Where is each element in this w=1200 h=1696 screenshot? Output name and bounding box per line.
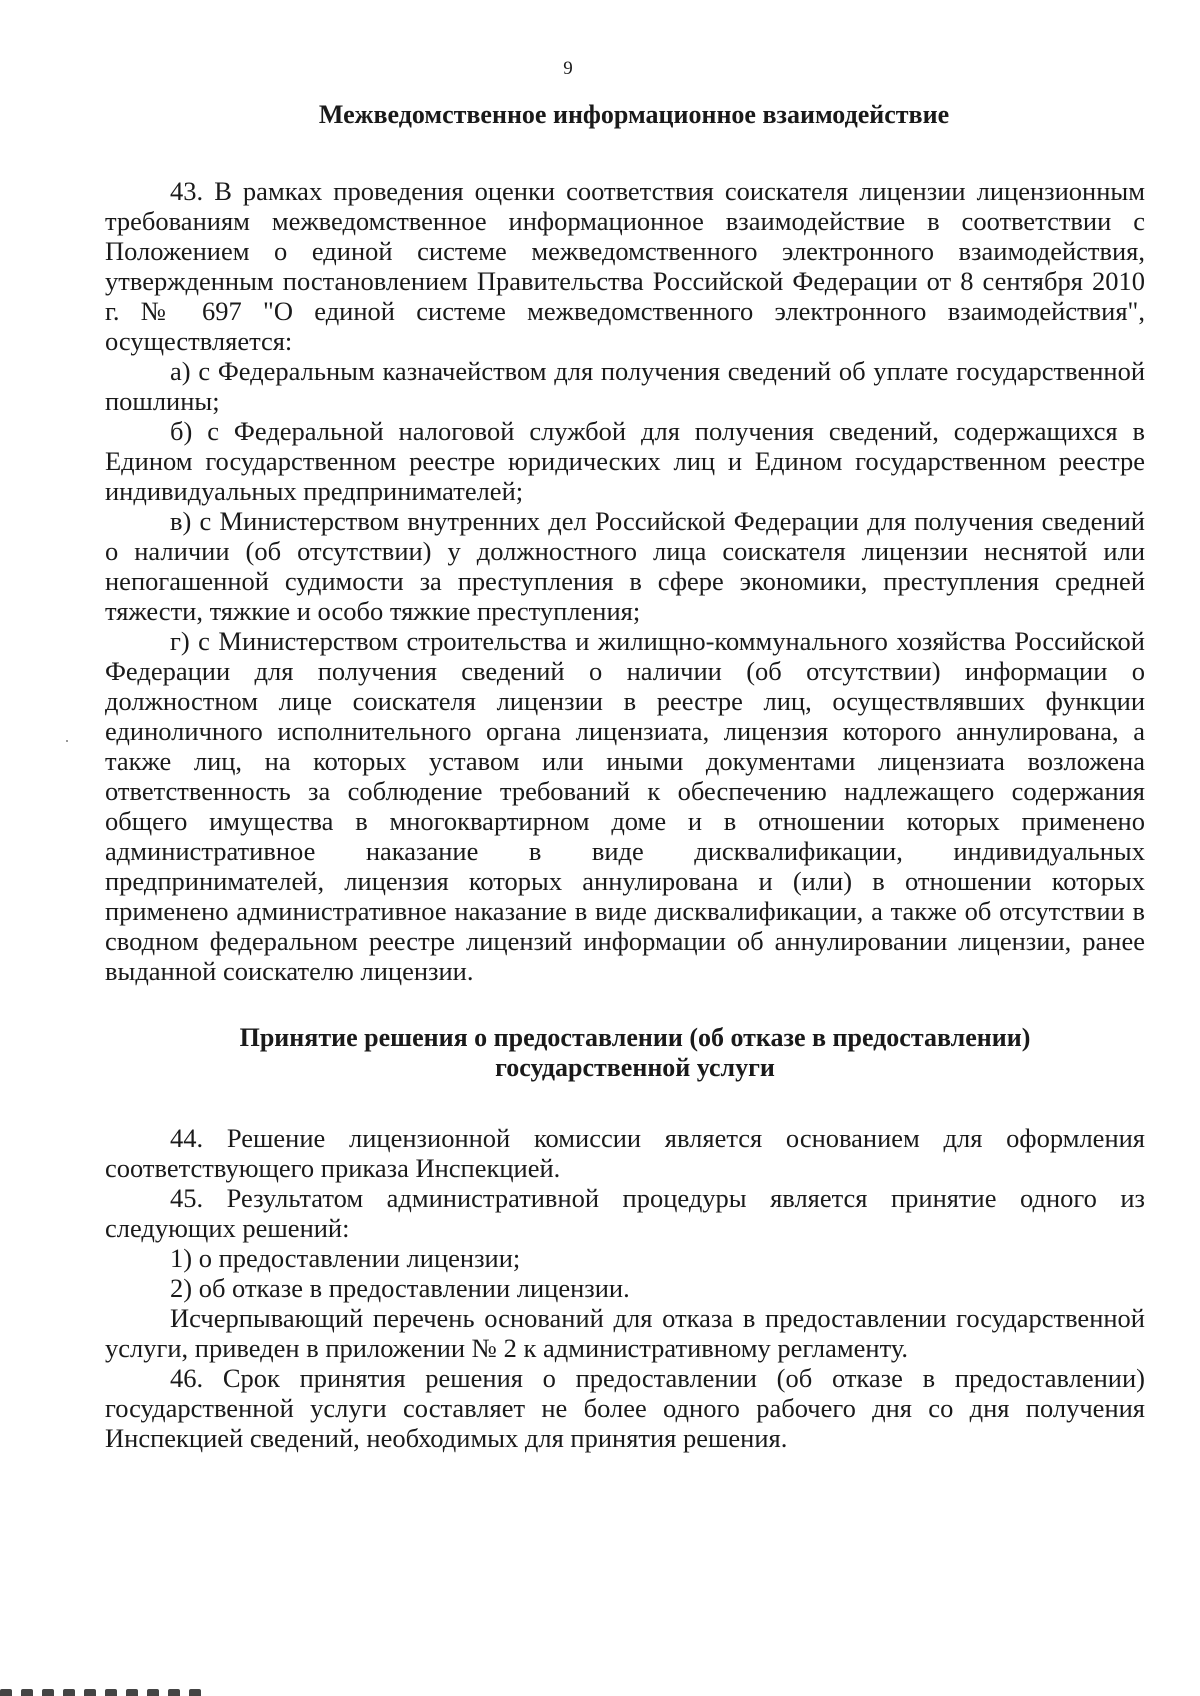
paragraph-43-b: б) с Федеральной налоговой службой для получения сведений, содержащихся в Едином государственном реестре юридических лиц и Едином государственном реестре индивидуальных предпринимателей; [105, 416, 1145, 506]
section-heading-decision-text [105, 1023, 1145, 1083]
paragraph-45: 45. Результатом административной процедуры является принятие одного из следующих решений: [105, 1183, 1145, 1243]
paragraph-45-item-1: 1) о предоставлении лицензии; [170, 1243, 521, 1273]
paragraph-43-g: г) с Министерством строительства и жилищно-коммунального хозяйства Российской Федерации для получения сведений о наличии (об отсутствии) информации о должностном лице соискателя лицензии в реестре лиц, осуществлявших функции единоличного исполнительного органа лицензиата, лицензия которого аннулирована, а также лиц, на которых уставом или иными документами лицензиата возложена ответственность за соблюдение требований к обеспечению надлежащего содержания общего имущества в многоквартирном доме и в отношении которых применено административное наказание в виде дисквалификации, индивидуальных предпринимателей, лицензия которых аннулирована и (или) в отношении которых применено административное наказание в виде дисквалификации, а также об отсутствии в сводном федеральном реестре лицензий информации об аннулировании лицензии, ранее выданной соискателю лицензии. [105, 626, 1145, 986]
section-heading-interagency: Межведомственное информационное взаимодействие [318, 100, 950, 129]
page-number: 9 [563, 58, 573, 79]
paragraph-43: 43. В рамках проведения оценки соответствия соискателя лицензии лицензионным требованиям межведомственное информационное взаимодействие в соответствии с Положением о единой системе межведомственного электронного взаимодействия, утвержденным постановлением Правительства Российской Федерации от 8 сентября 2010 г. № 697 "О единой системе межведомственного электронного взаимодействия", осуществляется: [105, 176, 1145, 356]
scan-speck [66, 740, 68, 742]
paragraph-44: 44. Решение лицензионной комиссии является основанием для оформления соответствующего приказа Инспекцией. [105, 1123, 1145, 1183]
section-heading-decision-line2: государственной услуги [495, 1053, 775, 1082]
paragraph-43-a: а) с Федеральным казначейством для получения сведений об уплате государственной пошлины; [105, 356, 1145, 416]
paragraph-43-v: в) с Министерством внутренних дел Российской Федерации для получения сведений о наличии (об отсутствии) у должностного лица соискателя лицензии неснятой или непогашенной судимости за преступления в сфере экономики, преступления средней тяжести, тяжкие и особо тяжкие преступления; [105, 506, 1145, 626]
paragraph-46: 46. Срок принятия решения о предоставлении (об отказе в предоставлении) государственной услуги составляет не более одного рабочего дня со дня получения Инспекцией сведений, необходимых для принятия решения. [105, 1363, 1145, 1453]
paragraph-45-grounds: Исчерпывающий перечень оснований для отказа в предоставлении государственной услуги, приведен в приложении № 2 к административному регламенту. [105, 1303, 1145, 1363]
section-heading-decision [105, 1023, 1145, 1083]
document-body [105, 100, 1145, 1453]
section-heading-decision-line1: Принятие решения о предоставлении (об отказе в предоставлении) [239, 1023, 1031, 1052]
paragraph-45-item-2: 2) об отказе в предоставлении лицензии. [170, 1273, 630, 1303]
scan-edge-mark [0, 1686, 220, 1696]
